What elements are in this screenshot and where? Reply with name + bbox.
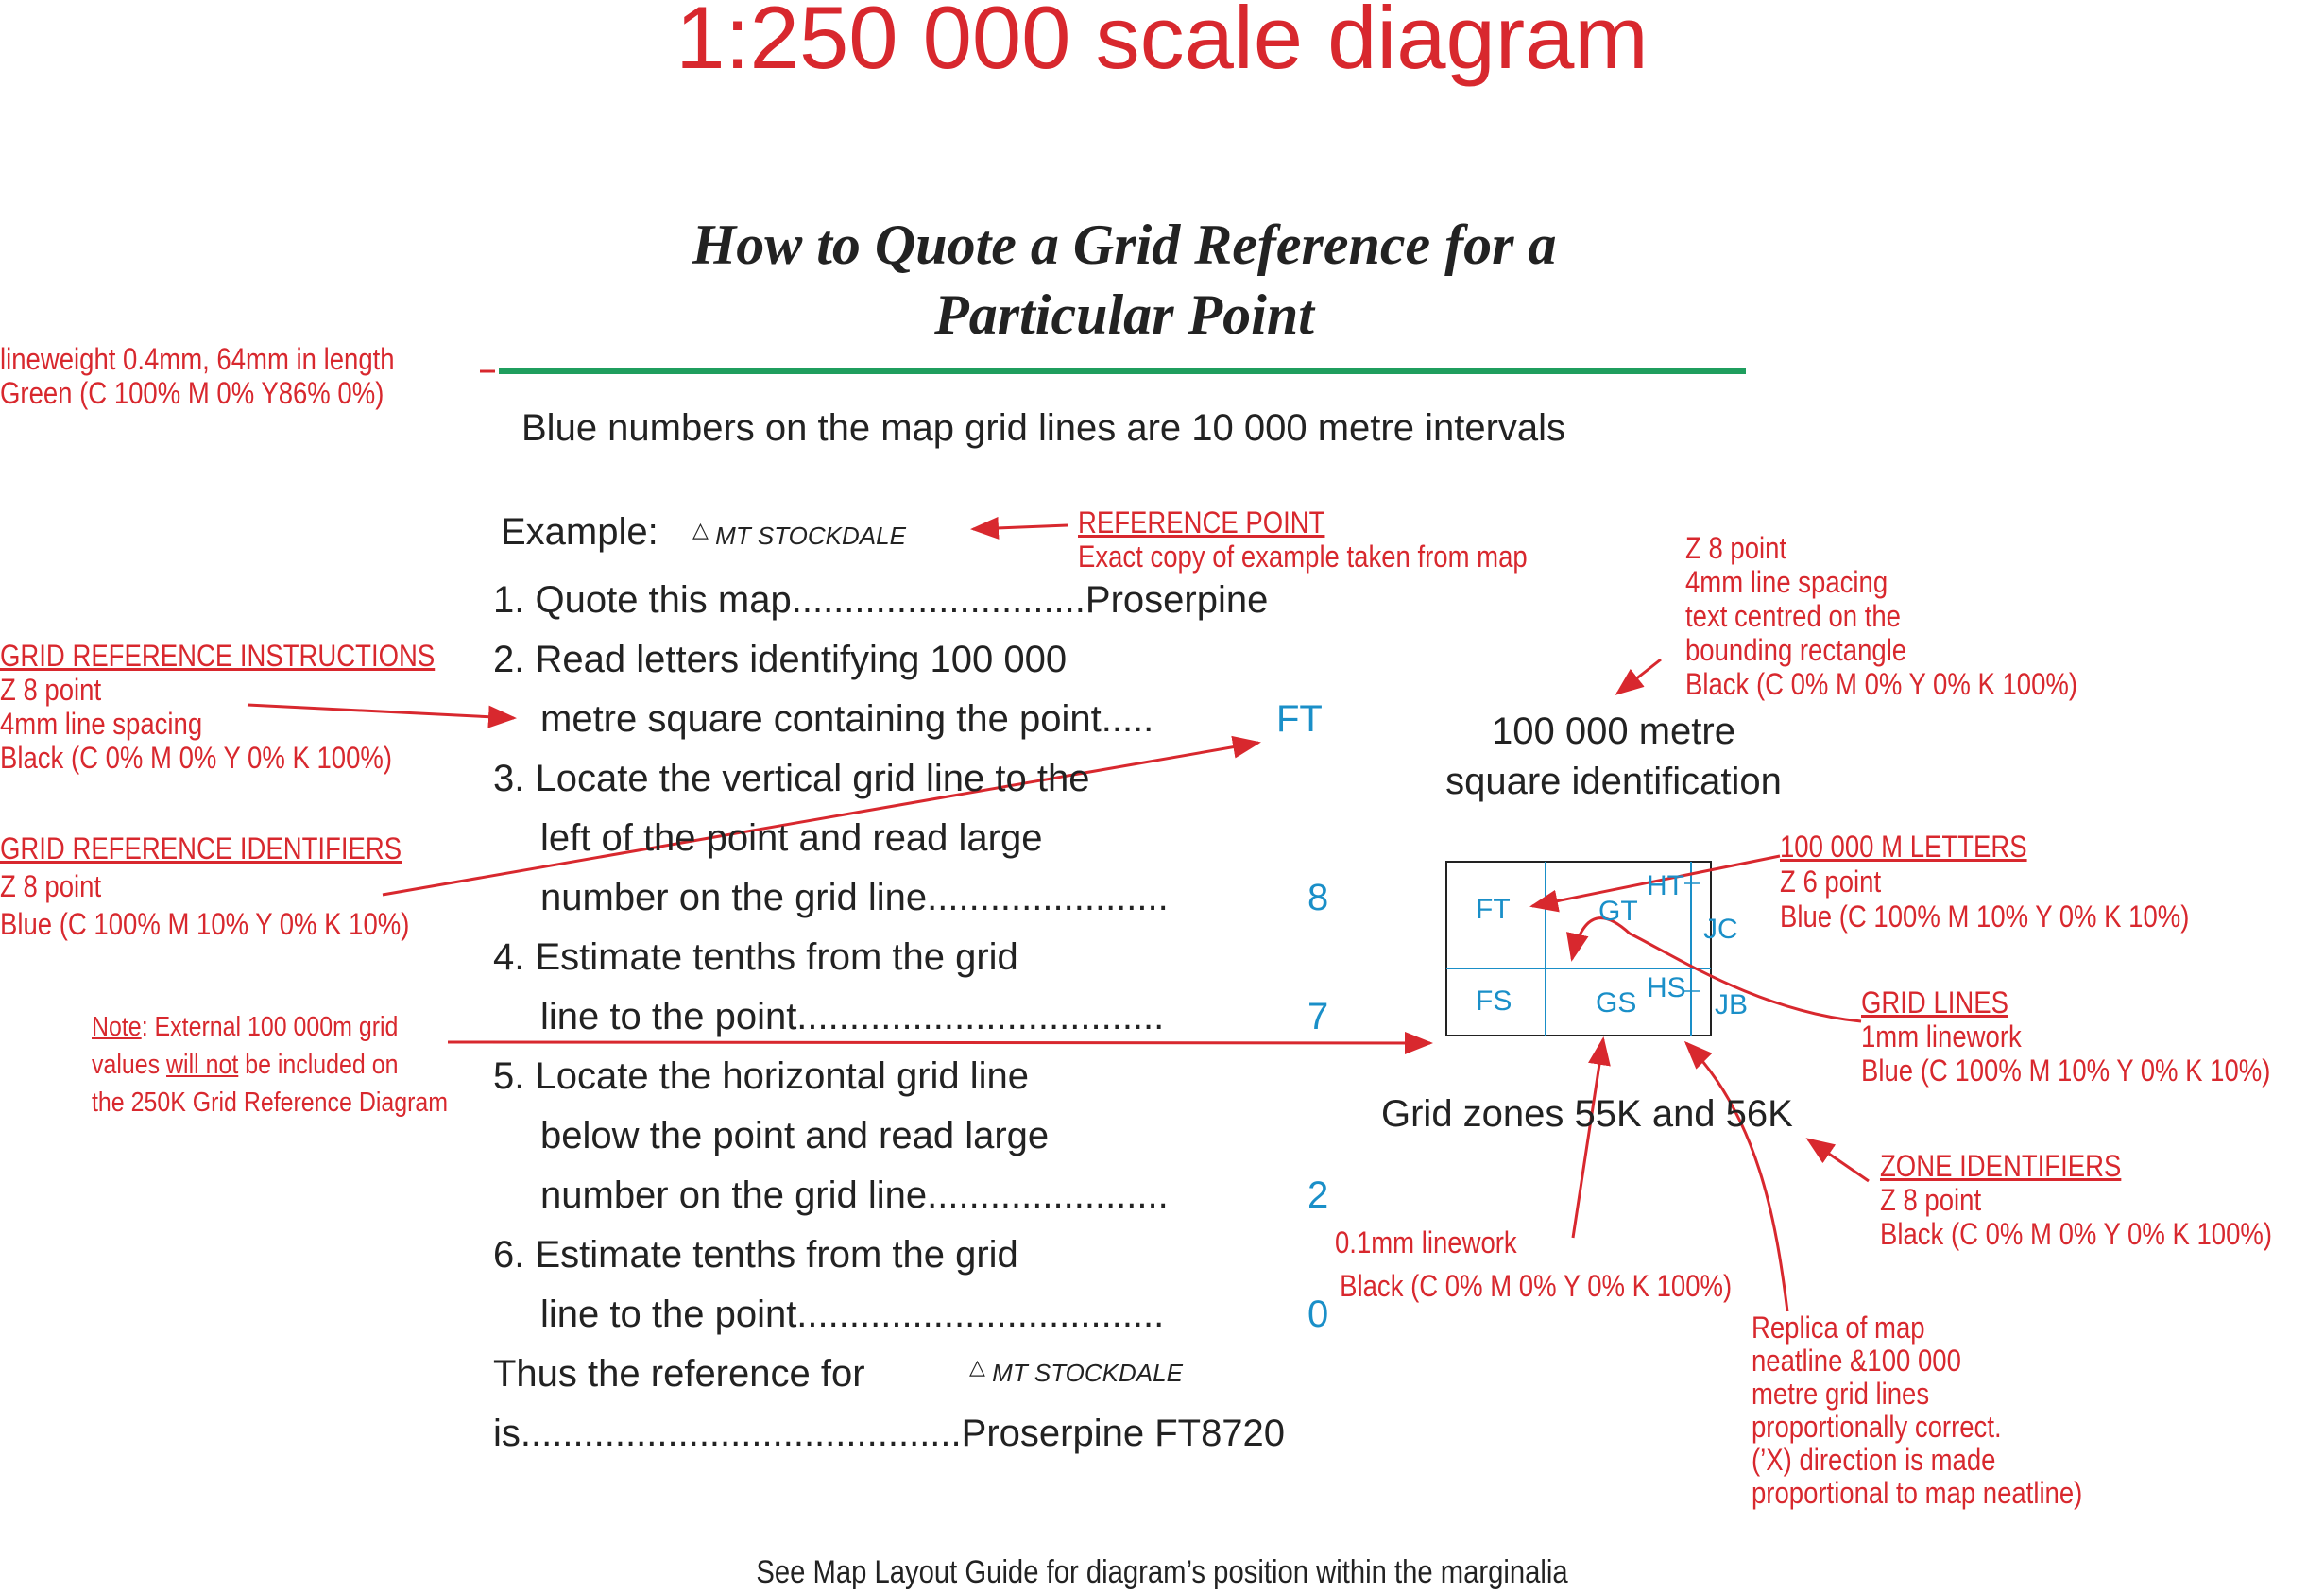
annotation-linework-line-2: Black (C 0% M 0% Y 0% K 100%) <box>1340 1269 1733 1303</box>
square-id-line-2: square identification <box>1445 761 1782 802</box>
annotation-linework-line-1: 0.1mm linework <box>1335 1225 1517 1259</box>
grid-letter-gt: GT <box>1598 896 1638 927</box>
annotation-reference-point <box>1078 505 1528 574</box>
arrow-zone-identifiers <box>1808 1139 1869 1181</box>
annotation-m-letters-title: 100 000 M LETTERS <box>1780 830 2027 864</box>
triangle-icon: △ <box>692 518 709 541</box>
annotation-replica-line-2: neatline &100 000 <box>1752 1344 1961 1378</box>
example-place-name: MT STOCKDALE <box>715 522 906 550</box>
annotation-grid-identifiers <box>0 830 409 943</box>
scale-title: 1:250 000 scale diagram <box>675 0 1649 87</box>
annotation-reference-point-line-2: Exact copy of example taken from map <box>1078 540 1528 574</box>
annotation-zone-identifiers-line-2: Z 8 point <box>1880 1183 1982 1217</box>
annotation-z8-line-4: bounding rectangle <box>1685 633 1907 667</box>
note-will-not: will not <box>166 1050 239 1080</box>
step-4-line-1: 4. Estimate tenths from the grid <box>493 936 1018 978</box>
annotation-z8-line-2: 4mm line spacing <box>1685 565 1888 599</box>
grid-letter-ht: HT <box>1647 870 1684 901</box>
example-place <box>692 518 906 551</box>
step-4-line-2: line to the point................................... <box>540 996 1165 1037</box>
annotation-grid-identifiers-title: GRID REFERENCE IDENTIFIERS <box>0 831 402 865</box>
heading-line-1: How to Quote a Grid Reference for a <box>692 214 1557 276</box>
conclusion-place-name: MT STOCKDALE <box>992 1359 1183 1387</box>
arrow-linework <box>1573 1039 1603 1238</box>
note-word: Note <box>92 1012 142 1042</box>
step-5-line-2: below the point and read large <box>540 1115 1050 1156</box>
grid-letter-fs: FS <box>1476 985 1512 1017</box>
step-3-line-3: number on the grid line....................... <box>540 877 1169 918</box>
annotation-replica <box>1752 1311 2082 1510</box>
step-3-line-1: 3. Locate the vertical grid line to the <box>493 758 1090 799</box>
note-text-1: : External 100 000m grid <box>141 1012 399 1042</box>
annotation-z8-line-5: Black (C 0% M 0% Y 0% K 100%) <box>1685 667 2078 701</box>
arrow-reference-point <box>973 525 1068 529</box>
annotation-replica-line-4: proportionally correct. <box>1752 1410 2002 1444</box>
grid-letter-gs: GS <box>1596 987 1637 1019</box>
square-id-line-1: 100 000 metre <box>1492 711 1735 752</box>
step-2-value: FT <box>1276 698 1323 740</box>
conclusion-line-2: is..........................................Proserpine FT8720 <box>493 1413 1286 1454</box>
annotation-replica-line-1: Replica of map <box>1752 1310 1925 1345</box>
step-3-value: 8 <box>1307 877 1329 918</box>
arrow-z8-text <box>1617 659 1661 694</box>
step-5-line-1: 5. Locate the horizontal grid line <box>493 1055 1030 1097</box>
annotation-grid-instructions-line-2: Z 8 point <box>0 673 102 707</box>
conclusion-place <box>969 1355 1183 1388</box>
annotation-reference-point-title: REFERENCE POINT <box>1078 505 1325 540</box>
annotation-z8-line-3: text centred on the <box>1685 599 1901 633</box>
step-5-value: 2 <box>1307 1174 1329 1216</box>
annotation-zone-identifiers-line-3: Black (C 0% M 0% Y 0% K 100%) <box>1880 1217 2273 1251</box>
annotation-linework <box>1335 1221 1732 1308</box>
annotation-note <box>92 1008 448 1122</box>
note-text-2b: be included on <box>238 1050 399 1080</box>
annotation-zone-identifiers-title: ZONE IDENTIFIERS <box>1880 1149 2122 1183</box>
grid-letter-jb: JB <box>1715 989 1749 1020</box>
annotation-m-letters-line-3: Blue (C 100% M 10% Y 0% K 10%) <box>1780 899 2190 934</box>
step-2-line-2: metre square containing the point..... <box>540 698 1154 740</box>
annotation-grid-identifiers-line-2: Z 8 point <box>0 869 102 903</box>
heading-line-2: Particular Point <box>934 283 1314 346</box>
step-6-line-2: line to the point................................... <box>540 1293 1165 1335</box>
example-label: Example: <box>501 511 658 553</box>
grid-zones-label: Grid zones 55K and 56K <box>1381 1093 1793 1135</box>
annotation-grid-lines-title: GRID LINES <box>1861 985 2008 1019</box>
step-4-value: 7 <box>1307 996 1329 1037</box>
step-3-line-2: left of the point and read large <box>540 817 1043 859</box>
annotation-lineweight <box>0 342 395 410</box>
annotation-grid-lines-line-3: Blue (C 100% M 10% Y 0% K 10%) <box>1861 1053 2271 1088</box>
step-5-line-3: number on the grid line....................... <box>540 1174 1169 1216</box>
conclusion-line-1: Thus the reference for <box>493 1353 865 1395</box>
annotation-grid-identifiers-line-3: Blue (C 100% M 10% Y 0% K 10%) <box>0 907 410 941</box>
annotation-zone-identifiers <box>1880 1149 2272 1251</box>
annotation-grid-instructions-title: GRID REFERENCE INSTRUCTIONS <box>0 639 436 673</box>
step-6-value: 0 <box>1307 1293 1329 1335</box>
annotation-replica-line-5: (’X) direction is made <box>1752 1443 1996 1477</box>
annotation-replica-line-3: metre grid lines <box>1752 1377 1930 1411</box>
annotation-m-letters-line-2: Z 6 point <box>1780 865 1882 899</box>
annotation-note-line-1 <box>92 1008 448 1046</box>
annotation-z8-line-1: Z 8 point <box>1685 531 1787 565</box>
grid-letter-hs: HS <box>1647 972 1686 1003</box>
annotation-lineweight-line-1: lineweight 0.4mm, 64mm in length <box>0 342 395 376</box>
annotation-replica-line-6: proportional to map neatline) <box>1752 1476 2083 1510</box>
step-1: 1. Quote this map............................Proserpine <box>493 579 1269 621</box>
annotation-lineweight-line-2: Green (C 100% M 0% Y86% 0%) <box>0 376 384 410</box>
annotation-grid-lines <box>1861 985 2270 1088</box>
step-6-line-1: 6. Estimate tenths from the grid <box>493 1234 1018 1276</box>
annotation-grid-lines-line-2: 1mm linework <box>1861 1019 2022 1053</box>
annotation-note-line-3: the 250K Grid Reference Diagram <box>92 1088 449 1118</box>
footer-note: See Map Layout Guide for diagram’s position within the marginalia <box>756 1554 1568 1590</box>
annotation-grid-instructions-line-4: Black (C 0% M 0% Y 0% K 100%) <box>0 741 393 775</box>
annotation-grid-instructions-line-3: 4mm line spacing <box>0 707 203 741</box>
subtitle: Blue numbers on the map grid lines are 10 000 metre intervals <box>521 407 1566 449</box>
triangle-icon: △ <box>969 1355 985 1379</box>
annotation-grid-instructions <box>0 639 435 775</box>
annotation-z8-text <box>1685 531 2077 701</box>
annotation-m-letters <box>1780 830 2189 934</box>
grid-letter-ft: FT <box>1476 894 1511 925</box>
square-id-heading <box>1387 707 1840 807</box>
grid-letter-jc: JC <box>1703 914 1738 945</box>
step-2-line-1: 2. Read letters identifying 100 000 <box>493 639 1068 680</box>
note-text-2a: values <box>92 1050 167 1080</box>
annotation-note-line-2 <box>92 1046 448 1084</box>
page-heading <box>0 210 2248 350</box>
